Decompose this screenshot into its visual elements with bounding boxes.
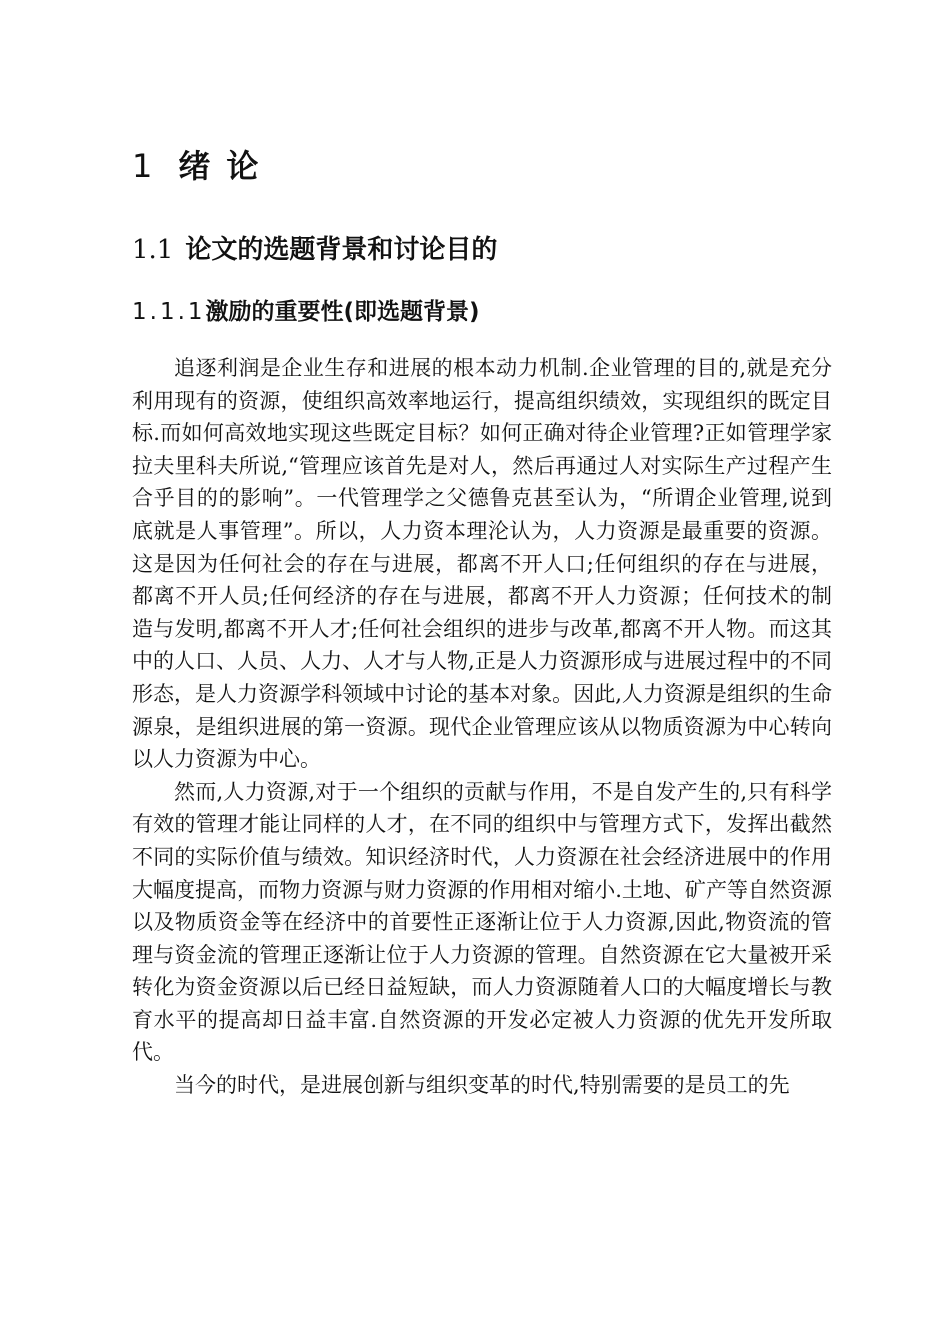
paragraph: 追逐利润是企业生存和进展的根本动力机制.企业管理的目的,就是充分利用现有的资源，使组织高效率地运行，提高组织绩效，实现组织的既定目标.而如何高效地实现这些既定目标？如何正确对待企业管理?正如管理学家拉夫里科夫所说,“管理应该首先是对人，然后再通过人对实际生产过程产生合乎目的的影响”。一代管理学之父德鲁克甚至认为，“所谓企业管理,说到底就是人事管理”。所以，人力资本理沦认为，人力资源是最重要的资源。这是因为任何社会的存在与进展，都离不开人口;任何组织的存在与进展，都离不开人员;任何经济的存在与进展，都离不开人力资源；任何技术的制造与发明,都离不开人才;任何社会组织的进步与改革,都离不开人物。而这其中的人口、人员、人力、人才与人物,正是人力资源形成与进展过程中的不同形态，是人力资源学科领域中讨论的基本对象。因此,人力资源是组织的生命源泉，是组织进展的第一资源。现代企业管理应该从以物质资源为中心转向以人力资源为中心。 [132, 356, 832, 772]
subsection-title-text: 激励的重要性(即选题背景) [205, 299, 480, 325]
body-text [132, 352, 832, 1102]
subsection-heading [132, 296, 480, 328]
paragraph: 当今的时代，是进展创新与组织变革的时代,特别需要的是员工的先 [174, 1073, 790, 1098]
chapter-title-char-2: 论 [226, 147, 261, 185]
subsection-number: 1.1.1 [132, 299, 206, 325]
chapter-title-char-1: 绪 [178, 147, 213, 185]
chapter-title [132, 146, 260, 186]
section-number: 1.1 [132, 235, 174, 265]
section-heading [132, 232, 497, 268]
section-title-text: 论文的选题背景和讨论目的 [185, 235, 498, 265]
chapter-number: 1 [132, 147, 155, 185]
paragraph: 然而,人力资源,对于一个组织的贡献与作用，不是自发产生的,只有科学有效的管理才能让同样的人才，在不同的组织中与管理方式下，发挥出截然不同的实际价值与绩效。知识经济时代，人力资源在社会经济进展中的作用大幅度提高，而物力资源与财力资源的作用相对缩小.土地、矿产等自然资源以及物质资金等在经济中的首要性正逐渐让位于人力资源,因此,物资流的管理与资金流的管理正逐渐让位于人力资源的管理。自然资源在它大量被开采转化为资金资源以后已经日益短缺，而人力资源随着人口的大幅度增长与教育水平的提高却日益丰富.自然资源的开发必定被人力资源的优先开发所取代。 [132, 779, 832, 1065]
